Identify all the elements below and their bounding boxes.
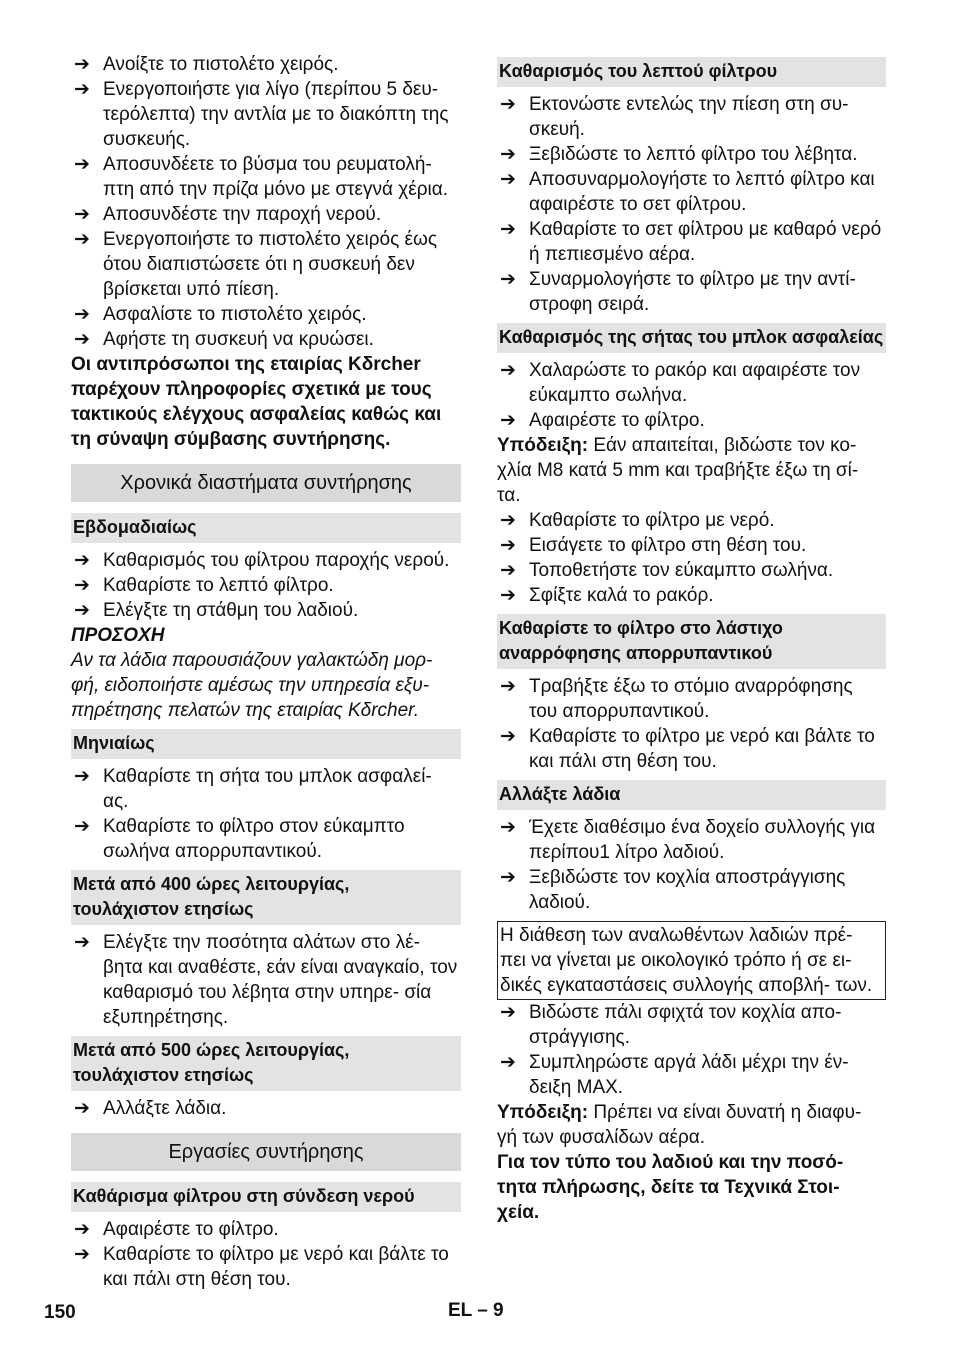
subsection-heading: Μηνιαίως	[71, 729, 461, 759]
instruction-item	[71, 930, 461, 1030]
instruction-item	[497, 724, 886, 774]
note-paragraph	[497, 1100, 886, 1150]
arrow-right-icon: ➔	[74, 53, 90, 75]
subsection-heading: Καθαρισμός της σήτας του μπλοκ ασφαλείας	[497, 323, 886, 353]
instruction-text: Τραβήξτε έξω το στόμιο αναρρόφησης του απορρυπαντικού.	[529, 676, 853, 722]
instruction-item	[497, 583, 886, 608]
instruction-text: Συμπληρώστε αργά λάδι μέχρι την έν- δειξη MAX.	[529, 1052, 849, 1098]
arrow-right-icon: ➔	[500, 866, 516, 888]
arrow-right-icon: ➔	[74, 153, 90, 175]
environment-notice-box: Η διάθεση των αναλωθέντων λαδιών πρέ- πει να γίνεται με οικολογικό τρόπο ή σε ει- δικές εγκαταστάσεις συλλογής αποβλή- των.	[497, 921, 886, 1000]
instruction-item	[497, 558, 886, 583]
language-page-code: EL – 9	[448, 1300, 504, 1321]
instruction-text: Ξεβιδώστε τον κοχλία αποστράγγισης λαδιού.	[529, 867, 846, 913]
subsection-heading: Μετά από 500 ώρες λειτουργίας, τουλάχιστον ετησίως	[71, 1036, 461, 1091]
arrow-right-icon: ➔	[74, 549, 90, 571]
arrow-right-icon: ➔	[74, 228, 90, 250]
instruction-item	[71, 548, 461, 573]
instruction-item	[497, 167, 886, 217]
arrow-right-icon: ➔	[500, 1001, 516, 1023]
subsection-heading: Αλλάξτε λάδια	[497, 780, 886, 810]
instruction-text: Καθαρίστε το φίλτρο με νερό.	[529, 510, 775, 531]
instruction-item	[497, 358, 886, 408]
subsection-heading: Μετά από 400 ώρες λειτουργίας, τουλάχιστον ετησίως	[71, 870, 461, 925]
instruction-item	[71, 814, 461, 864]
arrow-right-icon: ➔	[74, 328, 90, 350]
instruction-text: Καθαρίστε το λεπτό φίλτρο.	[103, 575, 334, 596]
subsection-heading: Καθαρίστε το φίλτρο στο λάστιχο αναρρόφησης απορρυπαντικού	[497, 614, 886, 669]
instruction-item	[497, 865, 886, 915]
instruction-item	[497, 1000, 886, 1050]
instruction-item	[497, 267, 886, 317]
instruction-item	[497, 815, 886, 865]
bold-paragraph: Για τον τύπο του λαδιού και την ποσό- τητα πλήρωσης, δείτε τα Τεχνικά Στοι- χεία.	[497, 1152, 844, 1223]
left-column	[71, 52, 461, 1292]
instruction-text: Καθαρίστε τη σήτα του μπλοκ ασφαλεί- ας.	[103, 766, 432, 812]
instruction-text: Ελέγξτε τη στάθμη του λαδιού.	[103, 600, 359, 621]
instruction-text: Εκτονώστε εντελώς την πίεση στη συ- σκευή.	[529, 94, 849, 140]
arrow-right-icon: ➔	[500, 584, 516, 606]
instruction-text: Αλλάξτε λάδια.	[103, 1098, 227, 1119]
note-label: Υπόδειξη:	[497, 1102, 589, 1123]
subsection-heading: Καθάρισμα φίλτρου στη σύνδεση νερού	[71, 1182, 461, 1212]
arrow-right-icon: ➔	[500, 143, 516, 165]
instruction-item	[497, 142, 886, 167]
section-heading: Εργασίες συντήρησης	[71, 1133, 461, 1171]
instruction-text: Τοποθετήστε τον εύκαμπτο σωλήνα.	[529, 560, 834, 581]
page-number: 150	[44, 1302, 76, 1323]
instruction-item	[497, 674, 886, 724]
instruction-text: Καθαρισμός του φίλτρου παροχής νερού.	[103, 550, 450, 571]
instruction-text: Αφαιρέστε το φίλτρο.	[529, 410, 705, 431]
instruction-item	[71, 764, 461, 814]
note-label: Υπόδειξη:	[497, 435, 589, 456]
arrow-right-icon: ➔	[74, 931, 90, 953]
instruction-item	[71, 1217, 461, 1242]
note-paragraph	[497, 433, 886, 508]
subsection-heading: Καθαρισμός του λεπτού φίλτρου	[497, 57, 886, 87]
arrow-right-icon: ➔	[500, 675, 516, 697]
instruction-item	[497, 508, 886, 533]
arrow-right-icon: ➔	[74, 78, 90, 100]
instruction-item	[497, 217, 886, 267]
section-heading: Χρονικά διαστήματα συντήρησης	[71, 464, 461, 502]
instruction-item	[71, 202, 461, 227]
instruction-text: Ανοίξτε το πιστολέτο χειρός.	[103, 54, 339, 75]
arrow-right-icon: ➔	[500, 409, 516, 431]
instruction-text: Εισάγετε το φίλτρο στη θέση του.	[529, 535, 807, 556]
instruction-item	[497, 533, 886, 558]
instruction-text: Αφήστε τη συσκευή να κρυώσει.	[103, 329, 374, 350]
arrow-right-icon: ➔	[500, 559, 516, 581]
bold-paragraph: Οι αντιπρόσωποι της εταιρίας Kδrcher παρέχουν πληροφορίες σχετικά με τους τακτικούς ελέγχους ασφαλείας καθώς και τη σύναψη σύμβασης συντήρησης.	[71, 354, 442, 450]
arrow-right-icon: ➔	[74, 203, 90, 225]
instruction-text: Καθαρίστε το φίλτρο με νερό και βάλτε το και πάλι στη θέση του.	[103, 1244, 449, 1290]
instruction-item	[71, 77, 461, 152]
instruction-text: Αποσυναρμολογήστε το λεπτό φίλτρο και αφαιρέστε το σετ φίλτρου.	[529, 169, 875, 215]
arrow-right-icon: ➔	[74, 303, 90, 325]
instruction-text: Ξεβιδώστε το λεπτό φίλτρο του λέβητα.	[529, 144, 858, 165]
caution-text: Αν τα λάδια παρουσιάζουν γαλακτώδη μορ- φή, ειδοποιήστε αμέσως την υπηρεσία εξυ- πηρέτησης πελατών της εταιρίας Kδrcher.	[71, 650, 433, 721]
instruction-text: Έχετε διαθέσιμο ένα δοχείο συλλογής για περίπου1 λίτρο λαδιού.	[529, 817, 876, 863]
instruction-text: Αφαιρέστε το φίλτρο.	[103, 1219, 279, 1240]
instruction-text: Αποσυνδέετε το βύσμα του ρευματολή- πτη από την πρίζα μόνο με στεγνά χέρια.	[103, 154, 449, 200]
instruction-text: Ασφαλίστε το πιστολέτο χειρός.	[103, 304, 367, 325]
arrow-right-icon: ➔	[500, 534, 516, 556]
arrow-right-icon: ➔	[74, 1218, 90, 1240]
instruction-item	[71, 302, 461, 327]
instruction-text: Συναρμολογήστε το φίλτρο με την αντί- στροφη σειρά.	[529, 269, 856, 315]
instruction-item	[497, 92, 886, 142]
instruction-item	[497, 1050, 886, 1100]
arrow-right-icon: ➔	[500, 1051, 516, 1073]
instruction-text: Βιδώστε πάλι σφιχτά τον κοχλία απο- στράγγισης.	[529, 1002, 842, 1048]
instruction-text: Καθαρίστε το φίλτρο με νερό και βάλτε το και πάλι στη θέση του.	[529, 726, 875, 772]
note-text: Εάν απαιτείται, βιδώστε τον κο- χλία M8 κατά 5 mm και τραβήξτε έξω τη σί- τα.	[497, 435, 859, 506]
instruction-item	[71, 152, 461, 202]
arrow-right-icon: ➔	[74, 765, 90, 787]
note-text: Πρέπει να είναι δυνατή η διαφυ- γή των φυσαλίδων αέρα.	[497, 1102, 862, 1148]
arrow-right-icon: ➔	[500, 509, 516, 531]
arrow-right-icon: ➔	[74, 599, 90, 621]
arrow-right-icon: ➔	[500, 725, 516, 747]
right-column	[497, 52, 886, 1225]
instruction-item	[71, 227, 461, 302]
arrow-right-icon: ➔	[74, 574, 90, 596]
instruction-text: Ενεργοποιήστε το πιστολέτο χειρός έως ότου διαπιστώσετε ότι η συσκευή δεν βρίσκεται υπό πίεση.	[103, 229, 437, 300]
instruction-text: Αποσυνδέστε την παροχή νερού.	[103, 204, 382, 225]
instruction-text: Καθαρίστε το φίλτρο στον εύκαμπτο σωλήνα απορρυπαντικού.	[103, 816, 405, 862]
arrow-right-icon: ➔	[500, 168, 516, 190]
instruction-item	[71, 573, 461, 598]
arrow-right-icon: ➔	[74, 1243, 90, 1265]
arrow-right-icon: ➔	[500, 268, 516, 290]
subsection-heading: Εβδομαδιαίως	[71, 513, 461, 543]
arrow-right-icon: ➔	[74, 815, 90, 837]
arrow-right-icon: ➔	[500, 816, 516, 838]
caution-label: ΠΡΟΣΟΧΗ	[71, 625, 165, 646]
instruction-text: Καθαρίστε το σετ φίλτρου με καθαρό νερό ή πεπιεσμένο αέρα.	[529, 219, 882, 265]
arrow-right-icon: ➔	[500, 359, 516, 381]
instruction-item	[497, 408, 886, 433]
instruction-item	[71, 52, 461, 77]
instruction-text: Ελέγξτε την ποσότητα αλάτων στο λέ- βητα και αναθέστε, εάν είναι αναγκαίο, τον καθαρισμό του λέβητα στην υπηρε- σία εξυπηρέτησης.	[103, 932, 458, 1028]
instruction-text: Χαλαρώστε το ρακόρ και αφαιρέστε τον εύκαμπτο σωλήνα.	[529, 360, 861, 406]
arrow-right-icon: ➔	[500, 93, 516, 115]
arrow-right-icon: ➔	[74, 1097, 90, 1119]
instruction-item	[71, 327, 461, 352]
instruction-text: Ενεργοποιήστε για λίγο (περίπου 5 δευ- τερόλεπτα) την αντλία με το διακόπτη της συσκευής.	[103, 79, 449, 150]
instruction-text: Σφίξτε καλά το ρακόρ.	[529, 585, 714, 606]
instruction-item	[71, 1096, 461, 1121]
arrow-right-icon: ➔	[500, 218, 516, 240]
instruction-item	[71, 598, 461, 623]
instruction-item	[71, 1242, 461, 1292]
